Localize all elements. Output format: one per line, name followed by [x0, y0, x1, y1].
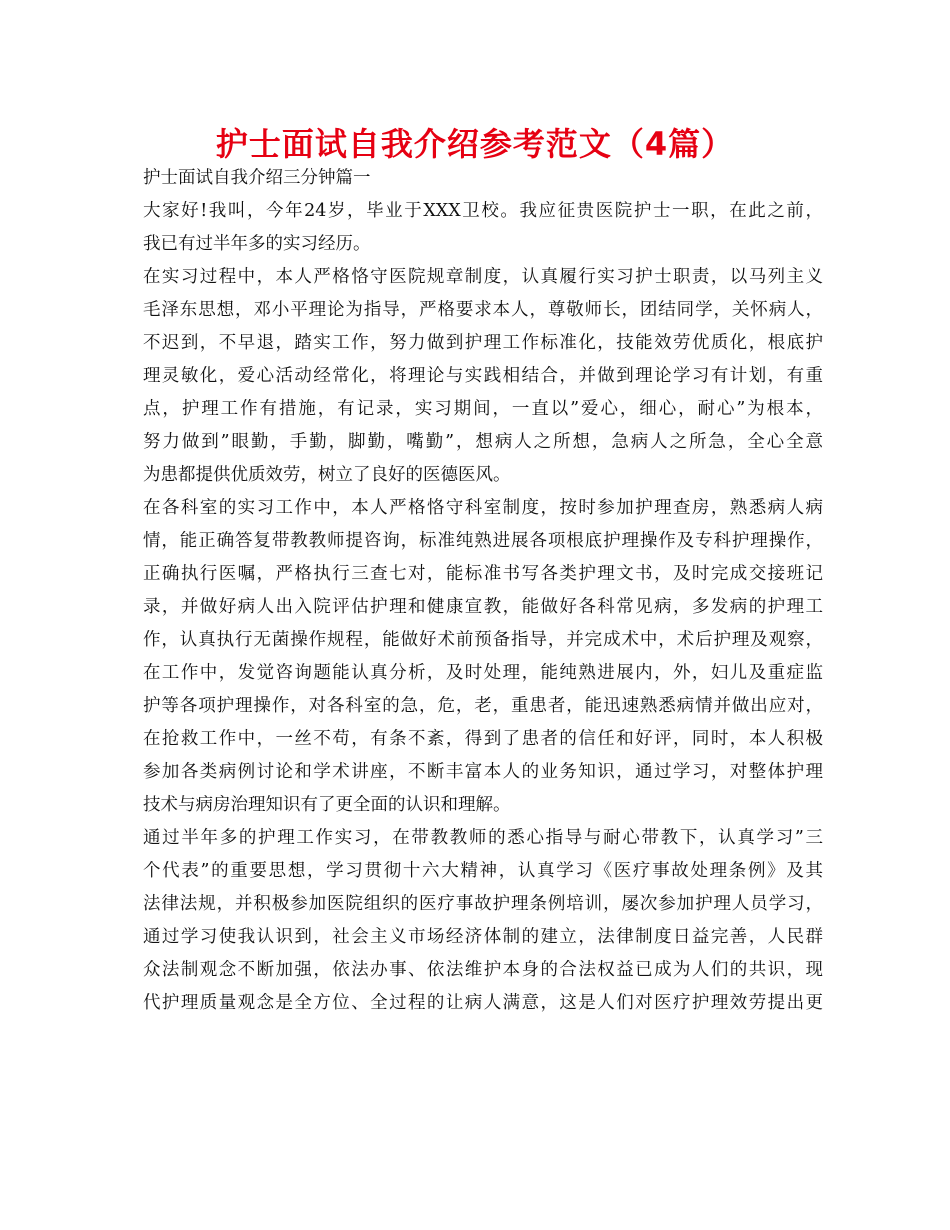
body-paragraph: [143, 492, 823, 822]
document-title: 护士面试自我介绍参考范文（4篇）: [215, 125, 735, 163]
paragraph-line: 为患都提供优质效劳，树立了良好的医德医风。: [143, 465, 511, 485]
paragraph-line: 不迟到，不早退，踏实工作，努力做到护理工作标准化，技能效劳优质化，根底护: [143, 333, 823, 353]
paragraph-list: [143, 195, 823, 1020]
paragraph-line: 在抢救工作中，一丝不苟，有条不紊，得到了患者的信任和好评，同时，本人积极: [143, 729, 823, 749]
document-body: [143, 162, 823, 1020]
paragraph-line: 护等各项护理操作，对各科室的急，危，老，重患者，能迅速熟悉病情并做出应对，: [143, 696, 823, 716]
paragraph-line: 正确执行医嘱，严格执行三查七对，能标准书写各类护理文书，及时完成交接班记: [143, 564, 823, 584]
paragraph-line: 理灵敏化，爱心活动经常化，将理论与实践相结合，并做到理论学习有计划，有重: [143, 366, 823, 386]
paragraph-line: 众法制观念不断加强，依法办事、依法维护本身的合法权益已成为人们的共识，现: [143, 960, 823, 980]
paragraph-line: 在各科室的实习工作中，本人严格恪守科室制度，按时参加护理查房，熟悉病人病: [143, 498, 823, 518]
paragraph-line: 我已有过半年多的实习经历。: [143, 234, 371, 254]
paragraph-line: 通过半年多的护理工作实习，在带教教师的悉心指导与耐心带教下，认真学习”三: [143, 828, 823, 848]
paragraph-line: 点，护理工作有措施，有记录，实习期间，一直以”爱心，细心，耐心”为根本，: [143, 399, 823, 419]
paragraph-line: 努力做到”眼勤，手勤，脚勤，嘴勤”，想病人之所想，急病人之所急，全心全意: [143, 432, 823, 452]
paragraph-line: 法律法规，并积极参加医院组织的医疗事故护理条例培训，屡次参加护理人员学习，: [143, 894, 823, 914]
body-paragraph: [143, 261, 823, 492]
paragraph-line: 技术与病房治理知识有了更全面的认识和理解。: [143, 795, 511, 815]
paragraph-line: 在工作中，发觉咨询题能认真分析，及时处理，能纯熟进展内，外，妇儿及重症监: [143, 663, 823, 683]
paragraph-line: 个代表”的重要思想，学习贯彻十六大精神，认真学习《医疗事故处理条例》及其: [143, 861, 823, 881]
paragraph-line: 在实习过程中，本人严格恪守医院规章制度，认真履行实习护士职责，以马列主义: [143, 267, 823, 287]
paragraph-line: 参加各类病例讨论和学术讲座，不断丰富本人的业务知识，通过学习，对整体护理: [143, 762, 823, 782]
section-subheading: 护士面试自我介绍三分钟篇一: [143, 168, 371, 188]
paragraph-line: 代护理质量观念是全方位、全过程的让病人满意，这是人们对医疗护理效劳提出更: [143, 993, 823, 1013]
paragraph-line: 通过学习使我认识到，社会主义市场经济体制的建立，法律制度日益完善，人民群: [143, 927, 823, 947]
paragraph-line: 作，认真执行无菌操作规程，能做好术前预备指导，并完成术中，术后护理及观察，: [143, 630, 823, 650]
paragraph-line: 情，能正确答复带教教师提咨询，标准纯熟进展各项根底护理操作及专科护理操作，: [143, 531, 823, 551]
paragraph-line: 毛泽东思想，邓小平理论为指导，严格要求本人，尊敬师长，团结同学，关怀病人，: [143, 300, 823, 320]
body-paragraph: [143, 195, 823, 261]
body-paragraph: [143, 822, 823, 1020]
paragraph-line: 大家好!我叫，今年24岁，毕业于XXX卫校。我应征贵医院护士一职，在此之前，: [143, 201, 823, 221]
paragraph-line: 录，并做好病人出入院评估护理和健康宣教，能做好各科常见病，多发病的护理工: [143, 597, 823, 617]
